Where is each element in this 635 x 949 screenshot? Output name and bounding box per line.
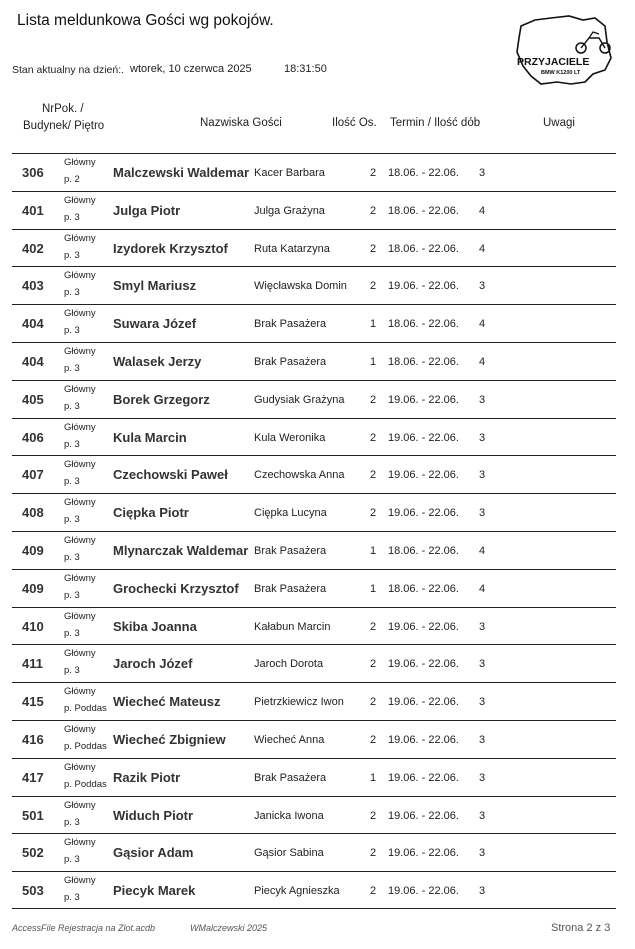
guest-table: [12, 153, 616, 909]
stay-term: 19.06. - 22.06.: [388, 431, 459, 444]
table-row: [12, 682, 616, 720]
stay-term: 19.06. - 22.06.: [388, 620, 459, 633]
header-ilosc: Ilość Os.: [332, 117, 377, 129]
guest-name: Malczewski Waldemar: [113, 165, 250, 180]
building: Główny: [64, 837, 96, 849]
room-number: 417: [22, 769, 44, 785]
guest-name: Kula Marcin: [113, 429, 187, 445]
person-count: 2: [370, 733, 377, 746]
companion-name: Brak Pasażera: [254, 582, 327, 595]
floor: p. 3: [64, 438, 80, 450]
stay-term: 19.06. - 22.06.: [388, 771, 459, 784]
guest-name: Mlynarczak Waldemar: [113, 542, 249, 558]
header-budynek-pietro: Budynek/ Piętro: [23, 120, 105, 132]
nights-count: 3: [479, 847, 486, 860]
floor: p. 3: [64, 627, 80, 639]
companion-name: Kula Weronika: [254, 431, 326, 444]
companion-name: Brak Pasażera: [254, 355, 327, 368]
companion-name: Ruta Katarzyna: [254, 242, 330, 255]
nights-count: 3: [479, 280, 486, 293]
nights-count: 3: [479, 620, 486, 633]
guest-name: Jaroch Józef: [113, 656, 193, 672]
stay-term: 19.06. - 22.06.: [388, 280, 459, 293]
stay-term: 19.06. - 22.06.: [388, 847, 459, 860]
building: Główny: [64, 421, 96, 433]
guest-name: Gąsior Adam: [113, 845, 194, 861]
room-number: 401: [22, 202, 44, 218]
table-row: [12, 871, 616, 909]
nights-count: 3: [479, 167, 486, 179]
building: Główny: [64, 194, 96, 206]
floor: p. Poddas: [64, 778, 107, 790]
floor: p. 3: [64, 400, 80, 412]
guest-name: Borek Grzegorz: [113, 391, 210, 407]
companion-name: Brak Pasażera: [254, 318, 327, 331]
nights-count: 4: [479, 544, 486, 557]
building: Główny: [64, 534, 96, 546]
table-row: [12, 720, 616, 758]
person-count: 2: [370, 469, 377, 482]
table-row: [12, 758, 616, 796]
floor: p. Poddas: [64, 740, 107, 752]
room-number: 403: [22, 278, 44, 294]
floor: p. 3: [64, 211, 80, 223]
floor: p. 3: [64, 892, 80, 904]
stay-term: 18.06. - 22.06.: [388, 242, 459, 255]
stay-term: 18.06. - 22.06.: [388, 582, 459, 595]
person-count: 2: [370, 507, 377, 520]
guest-name: Suwara Józef: [113, 316, 197, 332]
building: Główny: [64, 686, 96, 698]
companion-name: Brak Pasażera: [254, 771, 327, 784]
room-number: 406: [22, 429, 44, 445]
guest-name: Czechowski Paweł: [113, 467, 228, 483]
guest-name: Wiecheć Mateusz: [113, 694, 221, 710]
nights-count: 3: [479, 431, 486, 444]
status-date: wtorek, 10 czerwca 2025: [130, 63, 252, 75]
floor: p. 3: [64, 589, 80, 601]
guest-name: Piecyk Marek: [113, 883, 196, 899]
floor: p. 3: [64, 362, 80, 374]
logo-text-sub: BMW K1200 LT: [541, 70, 581, 76]
nights-count: 3: [479, 733, 486, 746]
companion-name: Ciępka Lucyna: [254, 507, 327, 520]
nights-count: 3: [479, 393, 486, 406]
nights-count: 3: [479, 658, 486, 671]
floor: p. 2: [64, 174, 80, 185]
footer-author: WMalczewski 2025: [190, 923, 268, 933]
status-time: 18:31:50: [284, 63, 327, 75]
nights-count: 4: [479, 242, 486, 255]
companion-name: Gąsior Sabina: [254, 847, 324, 860]
person-count: 2: [370, 658, 377, 671]
table-row: [12, 531, 616, 569]
room-number: 503: [22, 883, 44, 899]
page-title: Lista meldunkowa Gości wg pokojów.: [17, 12, 274, 29]
stay-term: 19.06. - 22.06.: [388, 885, 459, 898]
nights-count: 4: [479, 582, 486, 595]
table-row: [12, 304, 616, 342]
table-row: [12, 569, 616, 607]
building: Główny: [64, 572, 96, 584]
stay-term: 18.06. - 22.06.: [388, 318, 459, 331]
table-row: [12, 380, 616, 418]
guest-name: Julga Piotr: [113, 202, 181, 218]
table-row: [12, 266, 616, 304]
guest-name: Widuch Piotr: [113, 807, 194, 823]
floor: p. Poddas: [64, 703, 107, 715]
status-label: Stan aktualny na dzień:.: [12, 64, 125, 76]
person-count: 2: [370, 167, 377, 179]
header-termin: Termin / Ilość dób: [390, 117, 481, 129]
person-count: 2: [370, 847, 377, 860]
companion-name: Więcławska Domin: [254, 280, 347, 293]
guest-name: Razik Piotr: [113, 769, 181, 785]
person-count: 1: [370, 771, 377, 784]
poland-map-motorcycle-logo: [511, 12, 615, 92]
companion-name: Julga Grażyna: [254, 204, 325, 217]
person-count: 2: [370, 696, 377, 709]
person-count: 1: [370, 582, 377, 595]
building: Główny: [64, 345, 96, 357]
floor: p. 3: [64, 249, 80, 261]
table-row: [12, 796, 616, 834]
floor: p. 3: [64, 551, 80, 563]
stay-term: 18.06. - 22.06.: [388, 544, 459, 557]
floor: p. 3: [64, 476, 80, 488]
table-row: [12, 342, 616, 380]
person-count: 2: [370, 280, 377, 293]
person-count: 2: [370, 620, 377, 633]
header-nazwiska: Nazwiska Gości: [200, 117, 282, 129]
nights-count: 3: [479, 771, 486, 784]
nights-count: 4: [479, 355, 486, 368]
person-count: 2: [370, 393, 377, 406]
nights-count: 3: [479, 885, 486, 898]
header-nrpok: NrPok. /: [42, 103, 84, 115]
person-count: 2: [370, 431, 377, 444]
person-count: 2: [370, 204, 377, 217]
companion-name: Czechowska Anna: [254, 469, 345, 482]
table-row: [12, 153, 616, 191]
floor: p. 3: [64, 287, 80, 299]
building: Główny: [64, 497, 96, 509]
table-row: [12, 229, 616, 267]
companion-name: Pietrzkiewicz Iwon: [254, 696, 344, 709]
stay-term: 18.06. - 22.06.: [388, 167, 459, 179]
room-number: 415: [22, 694, 44, 710]
guest-name: Smyl Mariusz: [113, 278, 197, 294]
footer-file: AccessFile Rejestracja na Zlot.acdb: [12, 923, 156, 933]
floor: p. 3: [64, 854, 80, 866]
club-logo: [511, 12, 615, 92]
companion-name: Brak Pasażera: [254, 544, 327, 557]
room-number: 407: [22, 467, 44, 483]
stay-term: 18.06. - 22.06.: [388, 204, 459, 217]
building: Główny: [64, 308, 96, 320]
floor: p. 3: [64, 665, 80, 677]
table-row: [12, 644, 616, 682]
floor: p. 3: [64, 325, 80, 337]
building: Główny: [64, 875, 96, 887]
room-number: 402: [22, 240, 44, 256]
room-number: 404: [22, 353, 44, 369]
room-number: 409: [22, 542, 44, 558]
header-uwagi: Uwagi: [543, 117, 575, 129]
floor: p. 3: [64, 514, 80, 526]
room-number: 501: [22, 807, 44, 823]
guest-name: Walasek Jerzy: [113, 353, 202, 369]
person-count: 2: [370, 809, 377, 822]
companion-name: Piecyk Agnieszka: [254, 885, 340, 898]
companion-name: Janicka Iwona: [254, 809, 324, 822]
nights-count: 3: [479, 809, 486, 822]
building: Główny: [64, 157, 96, 168]
table-row: [12, 833, 616, 871]
nights-count: 3: [479, 507, 486, 520]
companion-name: Kałabun Marcin: [254, 620, 331, 633]
room-number: 405: [22, 391, 44, 407]
building: Główny: [64, 270, 96, 282]
building: Główny: [64, 648, 96, 660]
person-count: 1: [370, 318, 377, 331]
room-number: 411: [22, 656, 43, 672]
stay-term: 19.06. - 22.06.: [388, 393, 459, 406]
nights-count: 4: [479, 204, 486, 217]
nights-count: 3: [479, 696, 486, 709]
companion-name: Wiecheć Anna: [254, 733, 325, 746]
companion-name: Jaroch Dorota: [254, 658, 324, 671]
room-number: 408: [22, 505, 44, 521]
room-number: 502: [22, 845, 44, 861]
table-row: [12, 191, 616, 229]
person-count: 2: [370, 885, 377, 898]
guest-name: Grochecki Krzysztof: [113, 580, 239, 596]
table-row: [12, 418, 616, 456]
person-count: 1: [370, 355, 377, 368]
room-number: 404: [22, 316, 44, 332]
nights-count: 3: [479, 469, 486, 482]
room-number: 410: [22, 618, 44, 634]
stay-term: 19.06. - 22.06.: [388, 658, 459, 671]
guest-name: Ciępka Piotr: [113, 505, 189, 521]
building: Główny: [64, 799, 96, 811]
building: Główny: [64, 723, 96, 735]
stay-term: 19.06. - 22.06.: [388, 809, 459, 822]
guest-name: Skiba Joanna: [113, 618, 197, 634]
building: Główny: [64, 459, 96, 471]
building: Główny: [64, 232, 96, 244]
room-number: 306: [22, 165, 44, 180]
stay-term: 18.06. - 22.06.: [388, 355, 459, 368]
table-row: [12, 455, 616, 493]
building: Główny: [64, 383, 96, 395]
companion-name: Gudysiak Grażyna: [254, 393, 345, 406]
stay-term: 19.06. - 22.06.: [388, 696, 459, 709]
stay-term: 19.06. - 22.06.: [388, 507, 459, 520]
room-number: 409: [22, 580, 44, 596]
room-number: 416: [22, 731, 44, 747]
companion-name: Kacer Barbara: [254, 167, 325, 179]
building: Główny: [64, 610, 96, 622]
nights-count: 4: [479, 318, 486, 331]
building: Główny: [64, 761, 96, 773]
guest-name: Wiecheć Zbigniew: [113, 731, 226, 747]
floor: p. 3: [64, 816, 80, 828]
logo-text-main: PRZYJACIELE: [517, 56, 590, 68]
page-number: Strona 2 z 3: [551, 922, 611, 934]
table-row: [12, 607, 616, 645]
guest-name: Izydorek Krzysztof: [113, 240, 228, 256]
person-count: 2: [370, 242, 377, 255]
stay-term: 19.06. - 22.06.: [388, 469, 459, 482]
table-row: [12, 493, 616, 531]
person-count: 1: [370, 544, 377, 557]
stay-term: 19.06. - 22.06.: [388, 733, 459, 746]
